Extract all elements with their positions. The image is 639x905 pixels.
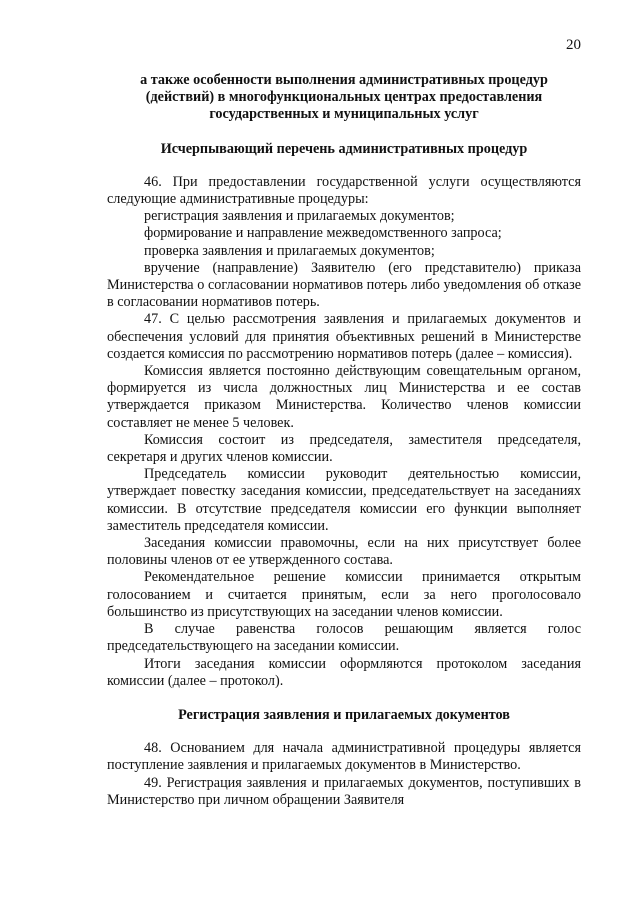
procedure-item-3: проверка заявления и прилагаемых документов; (144, 242, 435, 259)
page-number: 20 (566, 37, 581, 53)
section-title-line-3: государственных и муниципальных услуг (209, 106, 479, 123)
procedure-item-2: формирование и направление межведомственного запроса; (144, 225, 502, 242)
procedure-item-4: вручение (направление) Заявителю (его представителю) приказа Министерства о согласовании нормативов потерь либо уведомления об отказе в согласовании нормативов потерь. (107, 259, 581, 311)
section-title-line-2: (действий) в многофункциональных центрах предоставления (145, 89, 543, 106)
paragraph-49: 49. Регистрация заявления и прилагаемых документов, поступивших в Министерство при личном обращении Заявителя (107, 774, 581, 808)
section-title-line-1: а также особенности выполнения административных процедур (140, 72, 548, 88)
spacer (107, 690, 581, 707)
paragraph-chairman: Председатель комиссии руководит деятельностью комиссии, утверждает повестку заседания комиссии, председательствует на заседаниях комиссии. В отсутствие председателя комиссии его функции выполняет заместитель председателя комиссии. (107, 466, 581, 534)
paragraph-46: 46. При предоставлении государственной услуги осуществляются следующие административные процедуры: (107, 173, 581, 208)
paragraph-protocol: Итоги заседания комиссии оформляются протоколом заседания комиссии (далее – протокол). (107, 655, 581, 689)
paragraph-48: 48. Основанием для начала административной процедуры является поступление заявления и прилагаемых документов в Министерство. (107, 740, 581, 774)
heading-procedures-list: Исчерпывающий перечень административных процедур (160, 140, 528, 157)
paragraph-quorum: Заседания комиссии правомочны, если на них присутствует более половины членов от ее утвержденного состава. (107, 535, 581, 569)
procedure-item-1: регистрация заявления и прилагаемых документов; (144, 208, 455, 225)
paragraph-decision: Рекомендательное решение комиссии принимается открытым голосованием и считается принятым, если за него проголосовало большинство из присутствующих на заседании членов комиссии. (107, 569, 581, 620)
paragraph-commission-composition: Комиссия состоит из председателя, заместителя председателя, секретаря и других членов комиссии. (107, 431, 581, 466)
paragraph-tie-vote: В случае равенства голосов решающим является голос председательствующего на заседании комиссии. (107, 621, 581, 655)
paragraph-commission-status: Комиссия является постоянно действующим совещательным органом, формируется из числа должностных лиц Министерства и ее состав утверждается приказом Министерства. Количество членов комиссии составляет не менее 5 человек. (107, 363, 581, 431)
spacer (107, 724, 581, 740)
heading-registration: Регистрация заявления и прилагаемых документов (178, 706, 510, 723)
spacer (107, 124, 581, 141)
document-body (107, 72, 581, 809)
paragraph-47: 47. С целью рассмотрения заявления и прилагаемых документов и обеспечения условий для принятия объективных решений в Министерстве создается комиссия по рассмотрению нормативов потерь (далее – комиссия). (107, 311, 581, 362)
spacer (107, 158, 581, 174)
